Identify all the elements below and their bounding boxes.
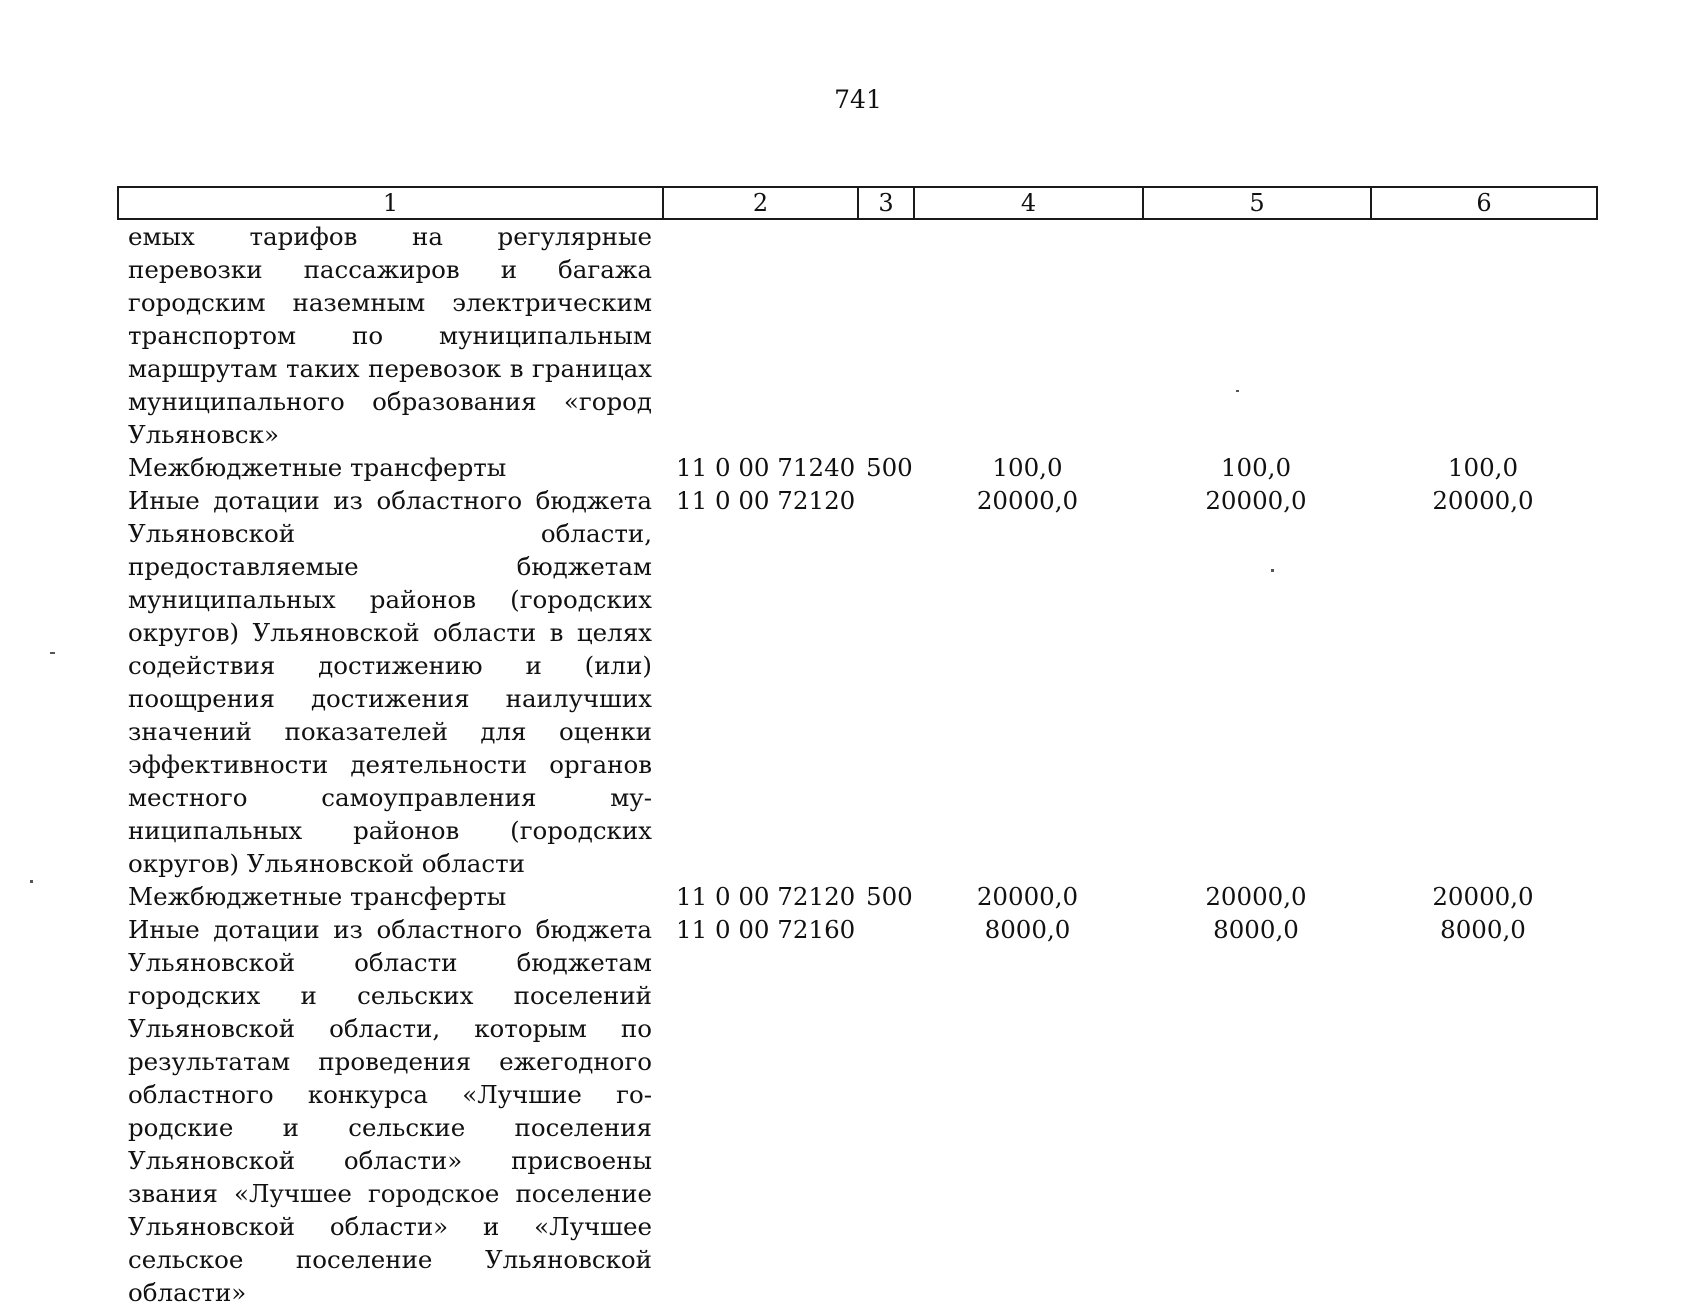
column-number-4: 4 — [914, 187, 1143, 219]
column-number-5: 5 — [1143, 187, 1371, 219]
row-value-col6: 100,0 — [1447, 453, 1519, 482]
row-expense-type — [857, 484, 913, 880]
row-value-col5: 100,0 — [1220, 453, 1292, 482]
scan-speck — [1236, 390, 1239, 392]
row-value-col5: 8000,0 — [1213, 915, 1299, 944]
row-name: Иные дотации из областного бюджета Ульяновской области бюджетам городских и сельских поселений Ульяновской области, которым по результатам проведения ежегодного областного конкурса «Лучшие городские и сельские поселения Ульяновской области» присвоены звания «Лучшее городское поселение Ульяновской области» и «Лучшее сельское поселение Ульяновской области» — [128, 915, 652, 1307]
row-value-col5 — [1142, 220, 1370, 451]
page-number: 741 — [834, 85, 882, 114]
scan-speck — [1271, 569, 1274, 572]
table-row — [117, 451, 1596, 484]
column-number-3: 3 — [858, 187, 914, 219]
row-expense-type: 500 — [866, 882, 913, 911]
budget-table-body — [117, 220, 1596, 1309]
row-value-col4: 8000,0 — [984, 915, 1071, 944]
row-code: 11 0 00 72160 — [676, 915, 856, 944]
scan-speck — [50, 652, 55, 654]
row-code: 11 0 00 72120 — [676, 882, 856, 911]
row-value-col6: 8000,0 — [1440, 915, 1526, 944]
row-value-col6: 20000,0 — [1432, 882, 1534, 911]
row-expense-type — [857, 220, 913, 451]
row-expense-type: 500 — [866, 453, 913, 482]
table-row — [117, 220, 1596, 451]
table-row — [117, 880, 1596, 913]
row-value-col4 — [913, 220, 1142, 451]
row-value-col4: 100,0 — [992, 453, 1063, 482]
table-row — [117, 913, 1596, 1309]
column-number-2: 2 — [663, 187, 858, 219]
row-value-col5: 20000,0 — [1205, 486, 1307, 515]
row-name: Межбюджетные трансферты — [128, 882, 507, 911]
row-value-col4: 20000,0 — [976, 486, 1079, 515]
row-code: 11 0 00 71240 — [676, 453, 856, 482]
row-name: Межбюджетные трансферты — [128, 453, 507, 482]
column-number-6: 6 — [1371, 187, 1597, 219]
row-value-col5: 20000,0 — [1205, 882, 1307, 911]
column-number-1: 1 — [118, 187, 663, 219]
column-number-header — [117, 186, 1598, 220]
row-code — [662, 220, 857, 451]
table-row — [117, 484, 1596, 880]
row-value-col6: 20000,0 — [1432, 486, 1534, 515]
row-name: емых тарифов на регулярные перевозки пассажиров и багажа городским наземным электрическим транспортом по муниципальным маршрутам таких перевозок в границах муниципального образования «город Ульяновск» — [128, 222, 652, 449]
row-expense-type — [857, 913, 913, 1309]
row-value-col4: 20000,0 — [976, 882, 1079, 911]
row-code: 11 0 00 72120 — [676, 486, 856, 515]
row-value-col6 — [1370, 220, 1596, 451]
row-name: Иные дотации из областного бюджета Ульяновской области, предоставляемые бюджетам муниципальных районов (городских округов) Ульяновской области в целях содействия достижению и (или) поощрения достижения наилучших значений показателей для оценки эффективности деятельности органов местного самоуправления муниципальных районов (городских округов) Ульяновской области — [128, 486, 652, 878]
scan-speck — [30, 880, 33, 883]
